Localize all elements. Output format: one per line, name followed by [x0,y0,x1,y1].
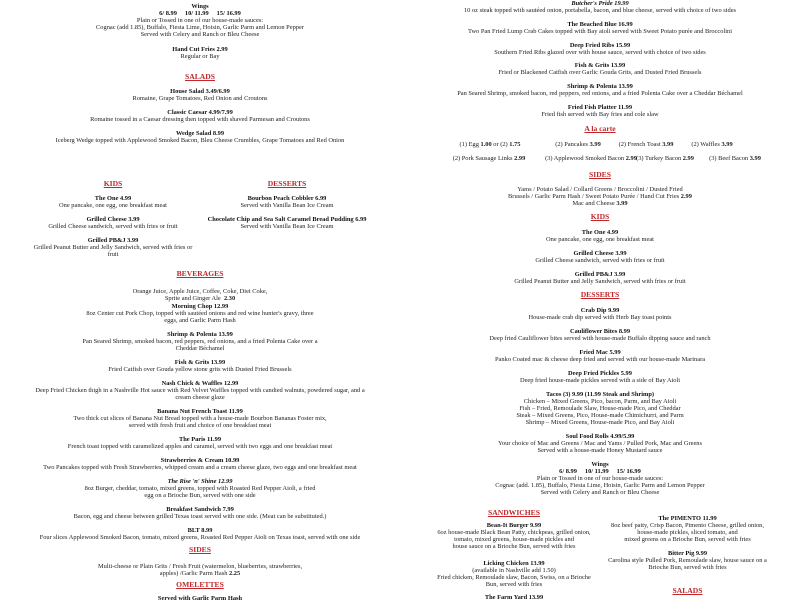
item-title: Bean-It Burger 9.99 [486,522,542,529]
item-desc: Cheddar Béchamel [175,345,225,352]
sides-line: Brussels / Garlic Parm Hash / Sweet Potato Purée / Hand Cut Fries [508,193,680,200]
item-title: Deep Fried Pickles 5.99 [568,370,632,377]
item-desc: Bun, served with fries [485,581,543,588]
beverages-line: Sprite and Ginger Ale [164,295,221,302]
item-desc: Pan Seared Shrimp, smoked bacon, red peppers, red onions, and a fried Polenta Cake over a [82,338,318,345]
item-desc: Carolina style Pulled Pork, Remoulade slaw, house sauce on a [608,557,767,564]
menu-item [400,433,800,454]
item-price: 3.99 [589,141,601,148]
item-title: The Farm Yard 13.99 [484,594,544,601]
alacarte-item [619,141,674,148]
alacarte-heading: A la carte [584,124,616,133]
item-title: Cauliflower Bites 8.99 [569,328,631,335]
item-desc: Fried chicken, Remoulade slaw, Bacon, Swiss, on a Brioche [437,574,591,581]
item-title: Hand Cut Fries 2.99 [172,46,228,53]
item-desc: Steak – Mixed Greens, Pico, House-made Chimichurri, and Parm [516,412,684,419]
menu-item [33,216,193,230]
item-price: 2.99 [625,155,637,162]
item-desc: Shrimp – Mixed Greens, House-made Pico, and Bay Aioli [525,419,675,426]
sides-line: Mac and Cheese [572,200,615,207]
menu-item [600,515,775,543]
item-prices: 6/ 8.99 10/ 11.99 15/ 16.99 [159,10,241,17]
sides-line: Multi-cheese or Plain Grits / Fresh Fruit (watermelon, blueberries, strawberries, [97,563,303,570]
item-desc: Plain or Tossed in one of our house-made sauces: [136,17,264,24]
menu-item [0,506,400,520]
wings-item [400,461,800,496]
item-desc: Brioche Bun, served with fries [648,564,727,571]
item-desc: Fried fish served with Bay fries and cole slaw [541,111,659,118]
menu-item [0,331,400,352]
item-title: Licking Chicken 13.99 [483,560,545,567]
item-desc: Chicken – Mixed Greens, Pico, bacon, Parm, and Bay Aioli [523,398,677,405]
beverages-line: Orange Juice, Apple Juice, Coffee, Coke, Diet Coke, [132,288,268,295]
item-title: Banana Nut French Toast 11.99 [157,408,243,415]
sides-line: Yams / Potato Salad / Collard Greens / Broccolini / Dusted Fried [517,186,683,193]
menu-item [400,307,800,321]
wings-item [0,3,400,38]
item-title: The Paris 11.99 [178,436,222,443]
menu-item [400,21,800,35]
kids-heading: KIDS [103,179,123,188]
item-label: (2) Pork Sausage Links [452,155,515,162]
alacarte-row [0,155,800,162]
item-desc: Regular or Bay [180,53,220,60]
menu-item [0,527,400,541]
item-desc: Grilled Cheese sandwich, served with fries or fruit [48,223,178,230]
alacarte-item [691,141,732,148]
menu-item [400,83,800,97]
item-desc: Served with a house-made Honey Mustard sauce [537,447,663,454]
item-title: Bitter Pig 9.99 [667,550,708,557]
item-desc: Southern Fried Ribs glazed over with house sauce, served with choice of two sides [494,49,706,56]
item-title: Strawberries & Cream 10.99 [160,457,240,464]
alacarte-row [0,141,800,148]
sandwiches-heading: SANDWICHES [488,508,540,517]
beverages-heading: BEVERAGES [176,269,224,278]
item-desc: Grilled Peanut Butter and Jelly Sandwich, served with fries or [33,244,193,251]
item-desc: served with fresh fruit and choice of one breakfast meat [128,422,272,429]
item-label: (2) Waffles [691,141,722,148]
item-title: Shrimp & Polenta 13.99 [567,83,633,90]
item-desc: house sauce on a Brioche Bun, served with fries [452,543,576,550]
item-desc: 8oz Burger, cheddar, tomato, mixed greens, topped with Roasted Red Pepper Aioli, a fried [84,485,316,492]
item-desc: French toast topped with caramelized apples and caramel, served with two eggs and one breakfast meat [67,443,333,450]
item-desc: Cognac (add. 1.85), Buffalo, Fiesta Lime, Hoisin, Garlic Parm and Lemon Pepper [495,482,705,489]
alacarte-item [453,155,526,162]
item-desc: Deep Fried Chicken thigh in a Nashville Hot sauce with Red Velvet Waffles topped with candied walnuts, powdered sugar, and a [35,387,365,394]
item-desc: Iceberg Wedge topped with Applewood Smoked Bacon, Bleu Cheese Crumbles, Grape Tomatoes and Red Onion [55,137,345,144]
item-price: 3.99 [721,141,733,148]
item-title: The Beached Blue 16.99 [567,21,633,28]
item-title: Morning Chop 12.99 [171,303,229,310]
menu-item [400,370,800,384]
item-title: Butcher's Pride 19.99 [571,0,629,7]
item-desc: Served with Vanilla Bean Ice Cream [240,202,334,209]
item-label: (3) Applewood Smoked Bacon [545,155,626,162]
item-title: Grilled Cheese 3.99 [573,250,627,257]
menu-item [400,0,800,14]
menu-item [400,250,800,264]
item-title: Fried Fish Platter 11.99 [567,104,633,111]
menu-item [33,195,193,209]
item-desc: 8oz Center cut Pork Chop, topped with sautéed onions and red wine hunter's gravy, three [86,310,314,317]
alacarte-item [460,141,521,148]
item-title: Grilled PB&J 3.99 [574,271,626,278]
item-label: (3) Turkey Bacon [636,155,683,162]
item-title: Crab Dip 9.99 [580,307,620,314]
item-desc: (available in Nashville add 1.50) [472,567,556,574]
item-title: Shrimp & Polenta 13.99 [167,331,233,338]
item-title: Fish & Grits 13.99 [574,62,626,69]
item-desc: mixed greens on a Brioche Bun, served with fries [624,536,751,543]
item-desc: Romaine, Grape Tomatoes, Red Onion and Croutons [132,95,268,102]
menu-item [0,88,400,102]
item-title: The One 4.99 [94,195,132,202]
menu-item [197,195,377,209]
kids-heading: KIDS [590,212,610,221]
menu-item [0,303,400,324]
desserts-heading: DESSERTS [580,290,620,299]
item-title: Grilled PB&J 3.99 [87,237,139,244]
sides-heading: SIDES [589,170,611,179]
menu-item [400,229,800,243]
sides-heading: SIDES [189,545,211,554]
item-title: Breakfast Sandwich 7.99 [166,506,234,513]
item-desc: Grilled Cheese sandwich, served with fries or fruit [535,257,665,264]
item-title: Soul Food Rolls 4.99/5.99 [565,433,635,440]
alacarte-item [709,155,761,162]
menu-item [400,62,800,76]
alacarte-item [555,141,601,148]
item-desc: Panko Coated mac & cheese deep fried and served with our house-made Marinara [494,356,706,363]
item-desc: tomato, mixed greens, house-made pickles and [454,536,574,543]
item-title: Fried Mac 5.99 [579,349,621,356]
item-label: or (2) [491,141,510,148]
item-title: Classic Caesar 4.99/7.99 [167,109,233,116]
item-title: Fish & Grits 13.99 [174,359,226,366]
salads-heading: SALADS [185,72,215,81]
menu-item [0,359,400,373]
item-desc: 8oz beef patty, Crisp Bacon, Pimento Cheese, grilled onion, [611,522,764,529]
sides-price: 3.99 [616,200,628,207]
item-label: (3) Beef Bacon [709,155,750,162]
item-desc: Bacon, egg and cheese between grilled Texas toast served with one side. (Meat can be substituted.) [73,513,327,520]
fries-item [0,46,400,60]
item-title: Wedge Salad 8.99 [175,130,225,137]
menu-item [400,271,800,285]
item-title: Tacos (3) 9.99 (11.99 Steak and Shrimp) [545,391,655,398]
beverages-list [0,288,400,302]
beverages-price: 2.30 [223,295,236,302]
item-desc: Two thick cut slices of Banana Nut Bread topped with a house-made Bourbon Bananas Foster mix, [73,415,327,422]
item-desc: house-made pickles, sliced tomato, and [637,529,738,536]
item-desc: Pan Seared Shrimp, smoked bacon, red peppers, red onions, and a fried Polenta Cake over a Cheddar Béchamel [457,90,743,97]
menu-item [0,457,400,471]
item-title: Wings [191,3,209,10]
sides-price: 2.25 [229,570,241,577]
item-desc: Two Pan Fried Lump Crab Cakes topped with Bay aioli served with Sweet Potato purée and Broccolini [467,28,732,35]
menu-item [0,380,400,401]
item-desc: Four slices Applewood Smoked Bacon, tomato, mixed greens, Roasted Red Pepper Aioli on Texas toast, served with one side [39,534,361,541]
menu-item [400,104,800,118]
item-title: The Rise 'n' Shine 12.99 [167,478,233,485]
menu-item [0,109,400,123]
item-price: 1.75 [509,141,521,148]
item-label: (2) French Toast [618,141,663,148]
item-desc: 10 oz steak topped with sautéed onion, portabella, bacon, and blue cheese, served with choice of two sides [463,7,737,14]
salads-heading: SALADS [672,586,703,595]
item-desc: Fish – Fried, Remoulade Slaw, House-made Pico, and Cheddar [519,405,681,412]
item-title: Nash Chick & Waffles 12.99 [161,380,239,387]
item-label: (2) Pancakes [555,141,590,148]
item-desc: Fried Catfish over Gouda yellow stone grits with Dusted Fried Brussels [108,366,292,373]
omelettes-heading: OMELETTES [176,580,224,589]
item-desc: fruit [107,251,119,258]
item-desc: Served with Vanilla Bean Ice Cream [240,223,334,230]
item-label: (1) Egg [459,141,481,148]
sides-line: apples) /Garlic Parm Hash [159,570,228,577]
omelettes-note: Served with Garlic Parm Hash [157,595,243,602]
item-price: 3.99 [662,141,674,148]
item-desc: 6oz house-made Black Bean Patty, chickpeas, grilled onion, [437,529,591,536]
item-title: BLT 8.99 [187,527,213,534]
item-desc: Grilled Peanut Butter and Jelly Sandwich, served with fries or fruit [514,278,686,285]
item-desc: House-made crab dip served with Herb Bay toast points [528,314,672,321]
menu-item [434,522,594,550]
item-desc: Romaine tossed in a Caesar dressing then topped with shaved Parmesan and Croutons [90,116,310,123]
menu-item [400,391,800,426]
item-desc: Cognac (add 1.85), Buffalo, Fiesta Lime, Hoisin, Garlic Parm and Lemon Pepper [96,24,304,31]
item-title: Grilled Cheese 3.99 [86,216,140,223]
item-desc: egg on a Brioche Bun, served with one side [144,492,256,499]
alacarte-item [636,155,694,162]
menu-item [600,550,775,571]
item-desc: One pancake, one egg, one breakfast meat [546,236,654,243]
item-price: 2.99 [682,155,694,162]
alacarte-item [545,155,637,162]
item-price: 2.99 [514,155,526,162]
item-desc: Deep fried house-made pickles served with a side of Bay Aioli [519,377,681,384]
item-desc: Served with Celery and Ranch or Bleu Cheese [140,31,260,38]
item-desc: Fried or Blackened Catfish over Garlic Gouda Grits, and Dusted Fried Brussels [498,69,702,76]
item-desc: Your choice of Mac and Greens / Mac and Yams / Pulled Pork, Mac and Greens [498,440,702,447]
sides-list [0,563,400,577]
item-title: Deep Fried Ribs 15.99 [569,42,631,49]
menu-item [33,237,193,258]
menu-item [434,560,594,588]
sides-price: 2.99 [680,193,692,200]
item-desc: cream cheese glaze [175,394,225,401]
item-title: House Salad 3.49/6.99 [170,88,230,95]
menu-item [177,216,397,230]
item-title: Wings [591,461,609,468]
sides-list [400,186,800,207]
item-desc: Served with Celery and Ranch or Bleu Cheese [540,489,660,496]
menu-item [0,436,400,450]
item-title: Bourbon Peach Cobbler 6.99 [247,195,327,202]
item-desc: One pancake, one egg, one breakfast meat [59,202,167,209]
menu-item [400,328,800,342]
item-desc: Deep fried Cauliflower bites served with house-made Buffalo dipping sauce and ranch [489,335,711,342]
menu-item [400,349,800,363]
item-title: Chocolate Chip and Sea Salt Caramel Bread Pudding 6.99 [207,216,367,223]
item-title: The PIMENTO 11.99 [658,515,717,522]
desserts-heading: DESSERTS [267,179,307,188]
menu-item [0,478,400,499]
item-desc: Two Pancakes topped with Fresh Strawberries, whipped cream and a cream cheese glaze, two eggs and one breakfast meat [43,464,357,471]
item-price: 3.99 [749,155,761,162]
item-desc: Plain or Tossed in one of our house-made sauces: [536,475,664,482]
item-title: The One 4.99 [581,229,619,236]
menu-item [0,408,400,429]
menu-item [400,42,800,56]
item-price: 1.00 [480,141,492,148]
item-prices: 6/ 8.99 10/ 11.99 15/ 16.99 [559,468,641,475]
item-desc: eggs, and Garlic Parm Hash [164,317,236,324]
